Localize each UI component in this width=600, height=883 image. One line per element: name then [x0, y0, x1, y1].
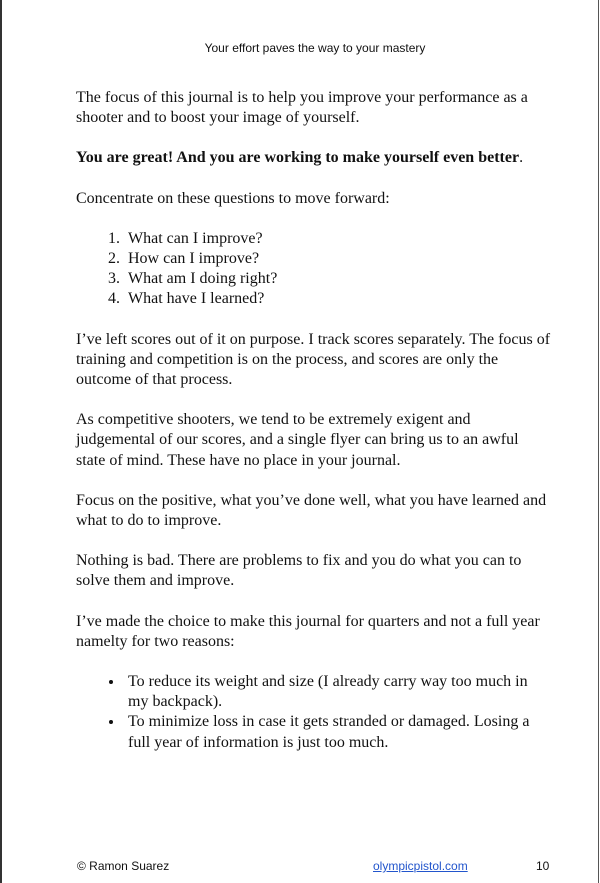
footer-copyright: © Ramon Suarez: [77, 859, 170, 873]
footer-website-link[interactable]: olympicpistol.com: [373, 859, 468, 873]
list-item: 1. What can I improve?: [124, 229, 551, 249]
paragraph: As competitive shooters, we tend to be extremely exigent and judgemental of our scores, and a single flyer can bring us to an awful state of mind. These have no place in your journal.: [76, 411, 519, 469]
paragraph-emphasis: [76, 148, 551, 168]
paragraph: I’ve left scores out of it on purpose. I track scores separately. The focus of training and competition is on the process, and scores are only the outcome of that process.: [76, 330, 551, 389]
paragraph: Focus on the positive, what you’ve done well, what you have learned and what to do to improve.: [76, 491, 547, 530]
reasons-list: [76, 672, 551, 753]
paragraph: Nothing is bad. There are problems to fix and you do what you can to solve them and improve.: [76, 552, 522, 590]
page-body: [76, 88, 551, 773]
page-border-left: [0, 0, 2, 883]
page-number: 10: [536, 859, 550, 873]
list-item: • To reduce its weight and size (I already carry way too much in my backpack).: [124, 672, 551, 712]
list-item: 2. How can I improve?: [124, 249, 551, 269]
list-item: 3. What am I doing right?: [124, 269, 551, 289]
questions-list: [76, 229, 551, 310]
bold-text: You are great! And you are working to make yourself even better: [76, 149, 520, 167]
paragraph: The focus of this journal is to help you improve your performance as a shooter and to boost your image of yourself.: [76, 89, 528, 127]
page-header: Your effort paves the way to your mastery: [204, 41, 426, 55]
list-item: • To minimize loss in case it gets stranded or damaged. Losing a full year of information is just too much.: [124, 712, 551, 752]
punctuation: .: [519, 149, 524, 167]
list-item: 4. What have I learned?: [124, 289, 551, 309]
paragraph: I’ve made the choice to make this journal for quarters and not a full year namelty for two reasons:: [76, 612, 540, 650]
page-border-right: [598, 0, 599, 883]
paragraph: Concentrate on these questions to move forward:: [76, 189, 390, 207]
